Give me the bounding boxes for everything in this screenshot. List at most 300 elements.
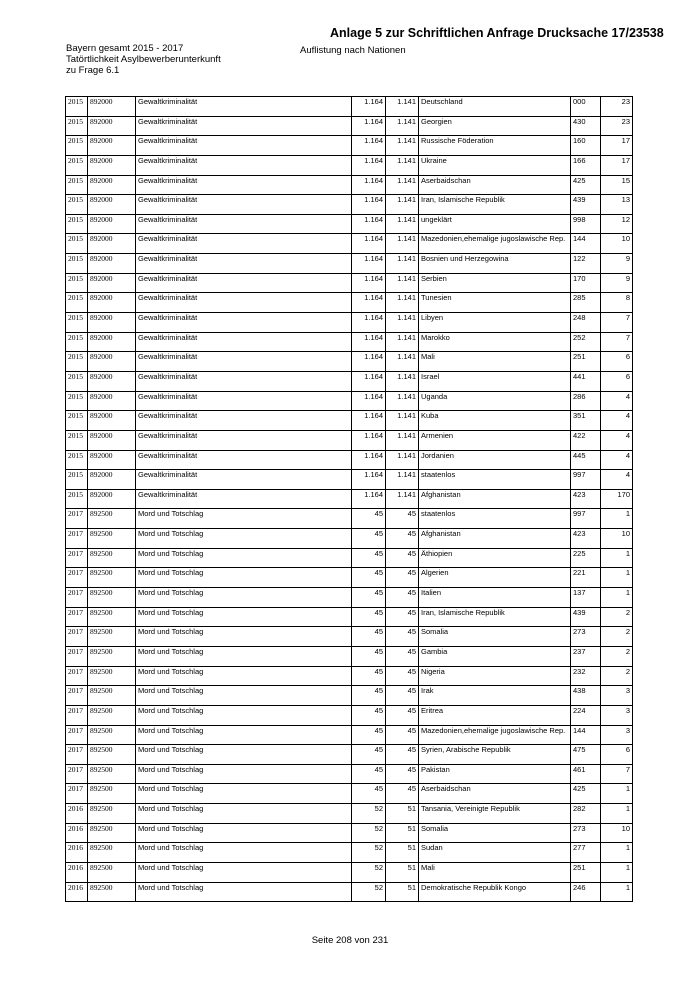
table-row [66,313,633,333]
offense-code-cell: 892500 [88,804,136,824]
cases-cell: 52 [352,882,386,902]
cases-cell: 1.164 [352,155,386,175]
suspect-count-cell: 1 [601,804,633,824]
offense-cell: Mord und Totschlag [136,646,352,666]
cases-cell: 45 [352,509,386,529]
cases-cell: 45 [352,529,386,549]
suspect-count-cell: 4 [601,411,633,431]
nation-cell: Libyen [419,313,571,333]
offense-cell: Mord und Totschlag [136,784,352,804]
year-cell: 2015 [66,313,88,333]
offense-cell: Mord und Totschlag [136,745,352,765]
offense-code-cell: 892500 [88,509,136,529]
table-row [66,862,633,882]
suspect-count-cell: 4 [601,430,633,450]
solved-cases-cell: 45 [386,784,419,804]
scope-line: zu Frage 6.1 [66,65,120,76]
cases-cell: 1.164 [352,116,386,136]
solved-cases-cell: 1.141 [386,371,419,391]
nation-cell: Kuba [419,411,571,431]
offense-cell: Mord und Totschlag [136,548,352,568]
nation-cell: Serbien [419,273,571,293]
year-cell: 2017 [66,725,88,745]
nation-code-cell: 273 [571,823,601,843]
solved-cases-cell: 1.141 [386,489,419,509]
table-row [66,588,633,608]
nation-code-cell: 170 [571,273,601,293]
offense-code-cell: 892500 [88,843,136,863]
offense-cell: Gewaltkriminalität [136,254,352,274]
nation-code-cell: 438 [571,686,601,706]
offense-cell: Gewaltkriminalität [136,489,352,509]
suspect-count-cell: 13 [601,195,633,215]
cases-cell: 45 [352,745,386,765]
table-row [66,764,633,784]
nation-cell: Italien [419,588,571,608]
cases-cell: 52 [352,823,386,843]
table-row [66,352,633,372]
nation-code-cell: 430 [571,116,601,136]
nation-code-cell: 237 [571,646,601,666]
offense-cell: Mord und Totschlag [136,882,352,902]
suspect-count-cell: 3 [601,705,633,725]
nation-code-cell: 224 [571,705,601,725]
cases-cell: 52 [352,862,386,882]
nation-cell: Aserbaidschan [419,784,571,804]
cases-cell: 45 [352,607,386,627]
year-cell: 2017 [66,607,88,627]
suspect-count-cell: 1 [601,862,633,882]
year-cell: 2015 [66,411,88,431]
offense-code-cell: 892000 [88,470,136,490]
suspect-count-cell: 8 [601,293,633,313]
offense-code-cell: 892000 [88,195,136,215]
suspect-count-cell: 2 [601,646,633,666]
offense-code-cell: 892000 [88,136,136,156]
cases-cell: 1.164 [352,430,386,450]
year-cell: 2015 [66,450,88,470]
table-row [66,254,633,274]
suspect-count-cell: 2 [601,666,633,686]
nation-code-cell: 425 [571,784,601,804]
suspect-count-cell: 3 [601,686,633,706]
offense-cell: Mord und Totschlag [136,686,352,706]
cases-cell: 1.164 [352,214,386,234]
table-row [66,568,633,588]
suspect-count-cell: 6 [601,745,633,765]
year-cell: 2015 [66,430,88,450]
year-cell: 2015 [66,254,88,274]
year-cell: 2015 [66,136,88,156]
table-row [66,686,633,706]
year-cell: 2015 [66,175,88,195]
year-cell: 2015 [66,391,88,411]
nation-cell: Tansania, Vereinigte Republik [419,804,571,824]
offense-cell: Mord und Totschlag [136,568,352,588]
offense-cell: Gewaltkriminalität [136,450,352,470]
offense-cell: Gewaltkriminalität [136,234,352,254]
cases-cell: 1.164 [352,450,386,470]
offense-code-cell: 892000 [88,254,136,274]
offense-cell: Mord und Totschlag [136,588,352,608]
offense-code-cell: 892500 [88,882,136,902]
cases-cell: 1.164 [352,391,386,411]
nation-code-cell: 997 [571,470,601,490]
nation-cell: Marokko [419,332,571,352]
offense-code-cell: 892500 [88,646,136,666]
solved-cases-cell: 1.141 [386,313,419,333]
year-cell: 2017 [66,568,88,588]
nation-cell: Tunesien [419,293,571,313]
suspect-count-cell: 4 [601,450,633,470]
table-row [66,430,633,450]
offense-cell: Mord und Totschlag [136,862,352,882]
suspect-count-cell: 9 [601,273,633,293]
solved-cases-cell: 45 [386,745,419,765]
offense-code-cell: 892500 [88,666,136,686]
nation-code-cell: 282 [571,804,601,824]
suspect-count-cell: 2 [601,627,633,647]
table-row [66,804,633,824]
cases-cell: 45 [352,588,386,608]
table-row [66,627,633,647]
suspect-count-cell: 1 [601,843,633,863]
offense-cell: Gewaltkriminalität [136,116,352,136]
suspect-count-cell: 6 [601,371,633,391]
table-row [66,548,633,568]
solved-cases-cell: 1.141 [386,450,419,470]
nation-code-cell: 000 [571,97,601,117]
nation-code-cell: 137 [571,588,601,608]
offense-code-cell: 892500 [88,588,136,608]
solved-cases-cell: 45 [386,568,419,588]
nation-cell: Afghanistan [419,529,571,549]
offense-code-cell: 892500 [88,823,136,843]
offense-cell: Mord und Totschlag [136,627,352,647]
table-row [66,450,633,470]
nation-code-cell: 246 [571,882,601,902]
year-cell: 2015 [66,371,88,391]
offense-cell: Mord und Totschlag [136,705,352,725]
cases-cell: 1.164 [352,195,386,215]
table-row [66,155,633,175]
nation-code-cell: 225 [571,548,601,568]
suspect-count-cell: 1 [601,548,633,568]
table-row [66,725,633,745]
year-cell: 2017 [66,784,88,804]
table-row [66,116,633,136]
offense-code-cell: 892000 [88,155,136,175]
nation-code-cell: 423 [571,529,601,549]
table-row [66,882,633,902]
table-row [66,97,633,117]
nation-code-cell: 144 [571,725,601,745]
year-cell: 2015 [66,293,88,313]
offense-cell: Gewaltkriminalität [136,313,352,333]
year-cell: 2017 [66,627,88,647]
offense-cell: Mord und Totschlag [136,509,352,529]
nation-code-cell: 285 [571,293,601,313]
offense-cell: Mord und Totschlag [136,843,352,863]
table-row [66,136,633,156]
offense-code-cell: 892000 [88,489,136,509]
year-cell: 2015 [66,116,88,136]
nation-cell: Eritrea [419,705,571,725]
nation-code-cell: 998 [571,214,601,234]
offense-cell: Gewaltkriminalität [136,155,352,175]
offense-code-cell: 892500 [88,548,136,568]
table-row [66,705,633,725]
suspect-count-cell: 7 [601,764,633,784]
cases-cell: 45 [352,725,386,745]
cases-cell: 45 [352,627,386,647]
suspect-count-cell: 23 [601,116,633,136]
nation-cell: Syrien, Arabische Republik [419,745,571,765]
offense-cell: Mord und Totschlag [136,764,352,784]
nation-code-cell: 277 [571,843,601,863]
table-row [66,234,633,254]
nation-cell: Deutschland [419,97,571,117]
table-row [66,529,633,549]
nation-code-cell: 166 [571,155,601,175]
report-subtitle: Auflistung nach Nationen [300,45,406,56]
nation-cell: Somalia [419,823,571,843]
solved-cases-cell: 51 [386,862,419,882]
table-row [66,745,633,765]
offense-code-cell: 892000 [88,450,136,470]
cases-cell: 1.164 [352,470,386,490]
year-cell: 2017 [66,764,88,784]
offense-code-cell: 892000 [88,411,136,431]
solved-cases-cell: 45 [386,646,419,666]
nation-cell: Uganda [419,391,571,411]
nation-cell: Aserbaidschan [419,175,571,195]
offense-cell: Gewaltkriminalität [136,430,352,450]
year-cell: 2016 [66,843,88,863]
suspect-count-cell: 1 [601,882,633,902]
nation-cell: staatenlos [419,509,571,529]
nation-cell: ungeklärt [419,214,571,234]
nation-cell: staatenlos [419,470,571,490]
solved-cases-cell: 1.141 [386,254,419,274]
table-row [66,489,633,509]
suspect-count-cell: 10 [601,529,633,549]
cases-cell: 1.164 [352,293,386,313]
cases-cell: 45 [352,568,386,588]
nation-cell: Afghanistan [419,489,571,509]
page-number: Seite 208 von 231 [311,935,389,946]
solved-cases-cell: 1.141 [386,195,419,215]
solved-cases-cell: 1.141 [386,293,419,313]
nation-code-cell: 439 [571,195,601,215]
solved-cases-cell: 45 [386,607,419,627]
scope-line: Tatörtlichkeit Asylbewerberunterkunft [66,54,221,65]
suspect-count-cell: 1 [601,568,633,588]
solved-cases-cell: 45 [386,509,419,529]
table-row [66,214,633,234]
nation-cell: Nigeria [419,666,571,686]
offense-cell: Mord und Totschlag [136,823,352,843]
offense-cell: Gewaltkriminalität [136,97,352,117]
year-cell: 2017 [66,745,88,765]
suspect-count-cell: 4 [601,470,633,490]
nation-cell: Äthiopien [419,548,571,568]
nation-cell: Gambia [419,646,571,666]
cases-cell: 1.164 [352,254,386,274]
solved-cases-cell: 45 [386,764,419,784]
nation-cell: Mazedonien,ehemalige jugoslawische Rep. [419,725,571,745]
suspect-count-cell: 10 [601,823,633,843]
cases-cell: 1.164 [352,136,386,156]
solved-cases-cell: 51 [386,882,419,902]
year-cell: 2016 [66,823,88,843]
solved-cases-cell: 1.141 [386,411,419,431]
offense-cell: Gewaltkriminalität [136,175,352,195]
offense-cell: Gewaltkriminalität [136,391,352,411]
offense-code-cell: 892000 [88,97,136,117]
solved-cases-cell: 51 [386,843,419,863]
table-row [66,470,633,490]
offense-code-cell: 892500 [88,725,136,745]
suspect-count-cell: 4 [601,391,633,411]
offense-cell: Gewaltkriminalität [136,273,352,293]
solved-cases-cell: 1.141 [386,155,419,175]
offense-cell: Gewaltkriminalität [136,470,352,490]
offense-code-cell: 892000 [88,234,136,254]
nation-code-cell: 221 [571,568,601,588]
nation-cell: Algerien [419,568,571,588]
nation-cell: Russische Föderation [419,136,571,156]
cases-cell: 1.164 [352,273,386,293]
offense-code-cell: 892500 [88,568,136,588]
solved-cases-cell: 45 [386,666,419,686]
nation-cell: Iran, Islamische Republik [419,195,571,215]
offense-cell: Gewaltkriminalität [136,293,352,313]
cases-cell: 1.164 [352,313,386,333]
offense-code-cell: 892000 [88,430,136,450]
nation-code-cell: 997 [571,509,601,529]
offense-cell: Mord und Totschlag [136,529,352,549]
cases-cell: 1.164 [352,332,386,352]
year-cell: 2015 [66,352,88,372]
solved-cases-cell: 45 [386,627,419,647]
year-cell: 2015 [66,332,88,352]
suspect-count-cell: 6 [601,352,633,372]
offense-cell: Gewaltkriminalität [136,352,352,372]
suspect-count-cell: 1 [601,588,633,608]
nation-cell: Georgien [419,116,571,136]
year-cell: 2015 [66,214,88,234]
nation-cell: Ukraine [419,155,571,175]
offense-code-cell: 892500 [88,705,136,725]
cases-cell: 52 [352,804,386,824]
nation-code-cell: 232 [571,666,601,686]
offense-code-cell: 892000 [88,313,136,333]
suspect-count-cell: 3 [601,725,633,745]
cases-cell: 45 [352,646,386,666]
offense-cell: Mord und Totschlag [136,725,352,745]
solved-cases-cell: 1.141 [386,332,419,352]
solved-cases-cell: 1.141 [386,470,419,490]
cases-cell: 1.164 [352,371,386,391]
year-cell: 2017 [66,686,88,706]
suspect-count-cell: 170 [601,489,633,509]
cases-cell: 1.164 [352,175,386,195]
table-row [66,411,633,431]
suspect-count-cell: 7 [601,313,633,333]
table-body [66,97,633,902]
year-cell: 2015 [66,155,88,175]
suspect-count-cell: 23 [601,97,633,117]
nation-code-cell: 423 [571,489,601,509]
table-row [66,371,633,391]
nation-code-cell: 422 [571,430,601,450]
table-row [66,607,633,627]
solved-cases-cell: 45 [386,548,419,568]
year-cell: 2015 [66,489,88,509]
solved-cases-cell: 1.141 [386,97,419,117]
table-row [66,391,633,411]
nation-code-cell: 425 [571,175,601,195]
offense-cell: Gewaltkriminalität [136,136,352,156]
year-cell: 2016 [66,882,88,902]
cases-cell: 1.164 [352,411,386,431]
offense-cell: Gewaltkriminalität [136,371,352,391]
nation-cell: Mali [419,352,571,372]
nation-cell: Somalia [419,627,571,647]
suspect-count-cell: 15 [601,175,633,195]
offense-code-cell: 892000 [88,352,136,372]
cases-cell: 52 [352,843,386,863]
year-cell: 2017 [66,666,88,686]
suspect-count-cell: 1 [601,509,633,529]
cases-cell: 45 [352,784,386,804]
cases-cell: 1.164 [352,489,386,509]
offense-code-cell: 892000 [88,175,136,195]
year-cell: 2015 [66,470,88,490]
offense-code-cell: 892000 [88,371,136,391]
solved-cases-cell: 51 [386,823,419,843]
nation-code-cell: 248 [571,313,601,333]
offense-code-cell: 892500 [88,529,136,549]
solved-cases-cell: 45 [386,686,419,706]
nation-cell: Mazedonien,ehemalige jugoslawische Rep. [419,234,571,254]
suspect-count-cell: 2 [601,607,633,627]
nation-code-cell: 273 [571,627,601,647]
table-row [66,175,633,195]
offense-code-cell: 892000 [88,273,136,293]
table-row [66,843,633,863]
table-row [66,293,633,313]
offense-code-cell: 892000 [88,116,136,136]
offense-cell: Gewaltkriminalität [136,214,352,234]
nation-cell: Israel [419,371,571,391]
solved-cases-cell: 1.141 [386,234,419,254]
offense-code-cell: 892000 [88,214,136,234]
cases-cell: 45 [352,705,386,725]
cases-cell: 1.164 [352,234,386,254]
offense-code-cell: 892500 [88,862,136,882]
nation-cell: Bosnien und Herzegowina [419,254,571,274]
table-row [66,332,633,352]
document-title: Anlage 5 zur Schriftlichen Anfrage Drucksache 17/23538 [330,26,664,40]
table-row [66,666,633,686]
nation-code-cell: 475 [571,745,601,765]
suspect-count-cell: 12 [601,214,633,234]
year-cell: 2016 [66,862,88,882]
nation-cell: Sudan [419,843,571,863]
offense-code-cell: 892500 [88,627,136,647]
